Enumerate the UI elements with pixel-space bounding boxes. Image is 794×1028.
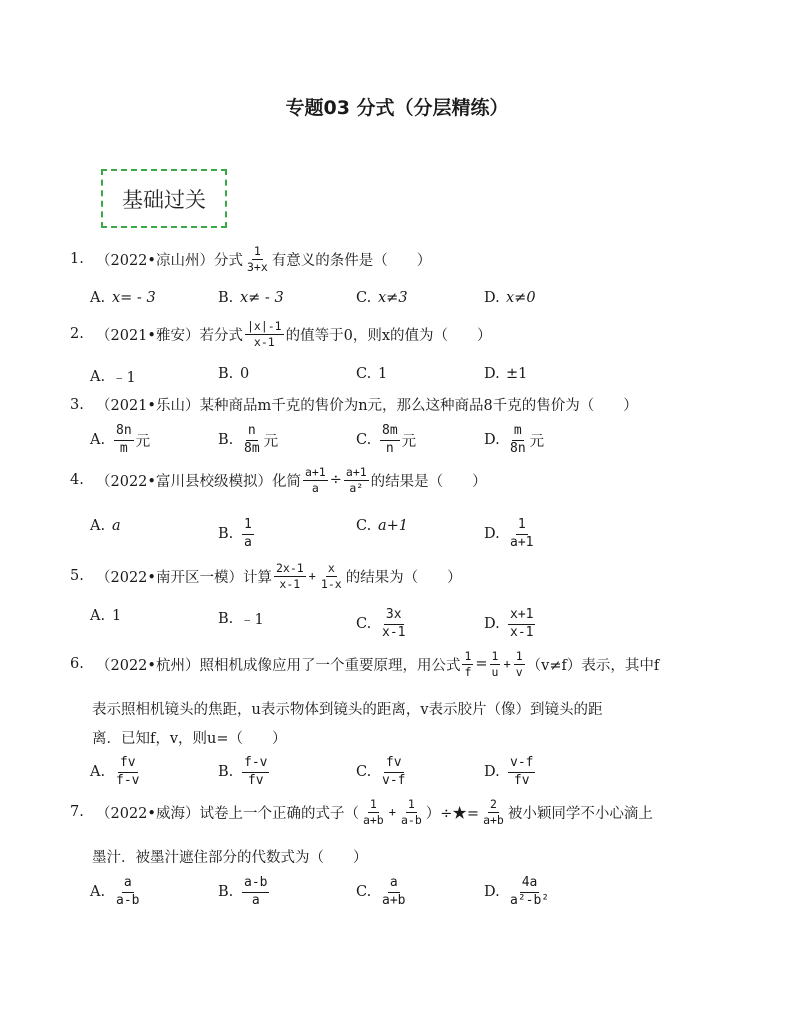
option-c[interactable]: C. $\frac{a}{a+b}$ bbox=[356, 875, 406, 908]
option-b[interactable]: B. x≠ - 3 bbox=[218, 290, 284, 306]
option-b[interactable]: B. $\frac{a-b}{a}$ bbox=[218, 875, 268, 908]
fraction: $\frac{1}{3+x}$ bbox=[246, 244, 268, 274]
question-5: 5. （2022•南开区一模）计算 $\frac{2x-1}{x-1}$ + $\frac{x}{1-x}$ 的结果为（ ） bbox=[70, 561, 462, 591]
question-7-line-2: 墨汁．被墨汁遮住部分的代数式为（ ） bbox=[92, 850, 368, 866]
question-1: 1. （2022•凉山州）分式 $\frac{1}{3+x}$ 有意义的条件是（ ） bbox=[70, 244, 432, 274]
option-b[interactable]: B. $\frac{n}{8m}$ 元 bbox=[218, 423, 279, 456]
option-d[interactable]: D. $\frac{x+1}{x-1}$ bbox=[484, 607, 534, 640]
page-title: 专题03 分式（分层精练） bbox=[285, 97, 509, 119]
option-d[interactable]: D. ±1 bbox=[484, 366, 528, 382]
option-c[interactable]: C. 1 bbox=[356, 366, 388, 382]
question-2: 2. （2021•雅安）若分式 $\frac{|x|-1}{x-1}$ 的值等于0，则x的值为（ ） bbox=[70, 319, 492, 349]
question-4: 4. （2022•富川县校级模拟）化简 $\frac{a+1}{a}$ ÷ $\frac{a+1}{\text{a²}}$ 的结果是（ ） bbox=[70, 465, 487, 495]
section-label: 基础过关 bbox=[122, 187, 206, 212]
option-d[interactable]: D. $\frac{m}{8n}$ 元 bbox=[484, 423, 545, 456]
option-d[interactable]: D. $\frac{1}{a+1}$ bbox=[484, 517, 534, 550]
option-b[interactable]: B. $\frac{f-v}{fv}$ bbox=[218, 755, 268, 788]
option-c[interactable]: C. $\frac{8m}{n}$ 元 bbox=[356, 423, 417, 456]
option-a[interactable]: A. ﹣1 bbox=[90, 368, 136, 386]
section-label-box bbox=[101, 169, 227, 228]
option-c[interactable]: C. $\frac{3x}{x-1}$ bbox=[356, 607, 406, 640]
question-7: 7. （2022•威海）试卷上一个正确的式子（ $\frac{1}{a+b}$ + $\frac{1}{a-b}$ ）÷★= $\frac{2}{a+b}$ 被小颖同学不小心滴上 bbox=[70, 797, 653, 827]
option-d[interactable]: D. $\frac{v-f}{fv}$ bbox=[484, 755, 534, 788]
option-c[interactable]: C. $\frac{fv}{v-f}$ bbox=[356, 755, 406, 788]
option-d[interactable]: D. x≠0 bbox=[484, 290, 536, 306]
option-d[interactable]: D. $\frac{4a}{\text{a²-b²}}$ bbox=[484, 875, 550, 908]
option-a[interactable]: A. $\frac{a}{a-b}$ bbox=[90, 875, 140, 908]
option-a[interactable]: A. a bbox=[90, 518, 121, 534]
question-6: 6. （2022•杭州）照相机成像应用了一个重要原理，用公式 $\frac{1}{f}$ = $\frac{1}{u}$ + $\frac{1}{v}$ （v≠f）表示，其中f bbox=[70, 649, 660, 679]
option-b[interactable]: B. ﹣1 bbox=[218, 610, 264, 628]
question-6-line-3: 离．已知f，v，则u=（ ） bbox=[92, 731, 287, 747]
question-6-line-2: 表示照相机镜头的焦距，u表示物体到镜头的距离，v表示胶片（像）到镜头的距 bbox=[92, 702, 603, 718]
option-b[interactable]: B. $\frac{1}{a}$ bbox=[218, 517, 252, 550]
question-3: 3. （2021•乐山）某种商品m千克的售价为n元，那么这种商品8千克的售价为（ ） bbox=[70, 396, 638, 414]
option-a[interactable]: A. $\frac{8n}{m}$ 元 bbox=[90, 423, 151, 456]
option-c[interactable]: C. a+1 bbox=[356, 518, 409, 534]
option-a[interactable]: A. x= - 3 bbox=[90, 290, 156, 306]
option-a[interactable]: A. 1 bbox=[90, 608, 122, 624]
option-b[interactable]: B. 0 bbox=[218, 366, 250, 382]
option-c[interactable]: C. x≠3 bbox=[356, 290, 408, 306]
fraction: $\frac{|x|-1}{x-1}$ bbox=[246, 319, 282, 349]
option-a[interactable]: A. $\frac{fv}{f-v}$ bbox=[90, 755, 140, 788]
